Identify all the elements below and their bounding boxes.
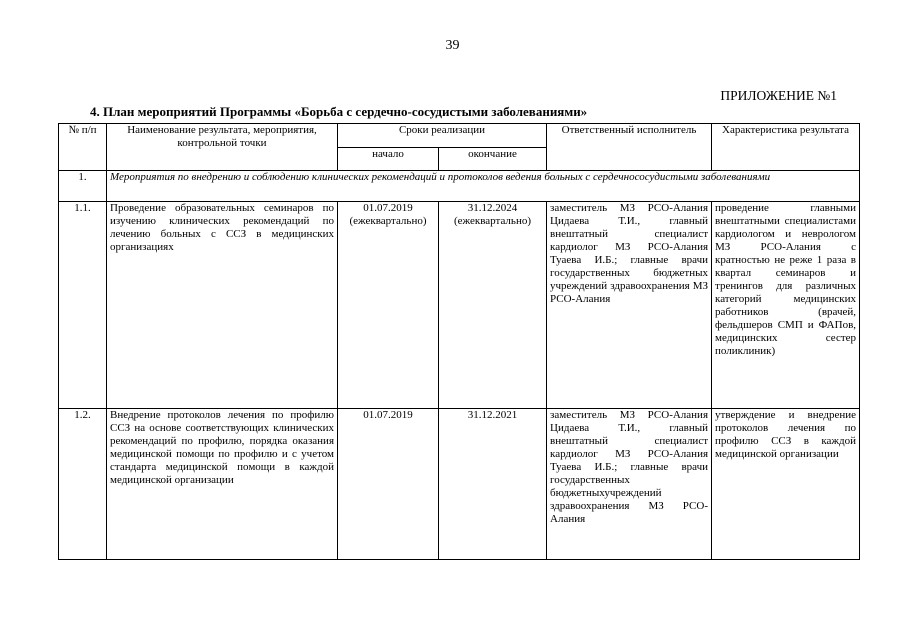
table-header-row <box>59 124 860 148</box>
table-row <box>59 409 860 560</box>
row-start: 01.07.2019 <box>338 409 439 560</box>
appendix-label: ПРИЛОЖЕНИЕ №1 <box>720 88 837 103</box>
row-num: 1.1. <box>59 202 107 409</box>
row-num: 1.2. <box>59 409 107 560</box>
document-title: 4. План мероприятий Программы «Борьба с сердечно-сосудистыми заболеваниями» <box>90 104 588 119</box>
row-result: проведение главными внештатными специалистами кардиологом и неврологом МЗ РСО-Алания с кратностью не реже 1 раза в квартал семинаров и тренингов для различных категорий медицинских работников (врачей, фельдшеров СМП и ФАПов, медицинских сестер поликлиник) <box>712 202 860 409</box>
header-num: № п/п <box>59 124 107 171</box>
row-name: Проведение образовательных семинаров по изучению клинических рекомендаций по лечению больных с ССЗ в медицинских организациях <box>107 202 338 409</box>
header-end: окончание <box>439 148 547 171</box>
section-num: 1. <box>59 171 107 202</box>
row-result: утверждение и внедрение протоколов лечения по профилю ССЗ в каждой медицинской организации <box>712 409 860 560</box>
row-end: 31.12.2024 (ежеквартально) <box>439 202 547 409</box>
header-terms: Сроки реализации <box>338 124 547 148</box>
section-row <box>59 171 860 202</box>
row-end: 31.12.2021 <box>439 409 547 560</box>
row-executor: заместитель МЗ РСО-Алания Цидаева Т.И., главный внештатный специалист кардиолог МЗ РСО-Алания Туаева И.Б.; главные врачи государственных бюджетныхучреждений здравоохранения МЗ РСО-Алания <box>547 409 712 560</box>
plan-table <box>58 123 860 560</box>
page-number: 39 <box>445 38 460 53</box>
row-start: 01.07.2019 (ежеквартально) <box>338 202 439 409</box>
row-executor: заместитель МЗ РСО-Алания Цидаева Т.И., главный внештатный специалист кардиолог МЗ РСО-Алания Туаева И.Б.; главные врачи государственных бюджетных учреждений здравоохранения МЗ РСО-Алания <box>547 202 712 409</box>
row-name: Внедрение протоколов лечения по профилю ССЗ на основе соответствующих клинических рекомендаций по профилю, порядка оказания медицинской помощи по профилю и с учетом стандарта медицинской помощи в каждой медицинской организации <box>107 409 338 560</box>
header-name: Наименование результата, мероприятия, контрольной точки <box>107 124 338 171</box>
header-result: Характеристика результата <box>712 124 860 171</box>
table-row <box>59 202 860 409</box>
header-start: начало <box>338 148 439 171</box>
header-executor: Ответственный исполнитель <box>547 124 712 171</box>
section-title: Мероприятия по внедрению и соблюдению клинических рекомендаций и протоколов ведения больных с сердечнососудистыми заболеваниями <box>107 171 860 202</box>
